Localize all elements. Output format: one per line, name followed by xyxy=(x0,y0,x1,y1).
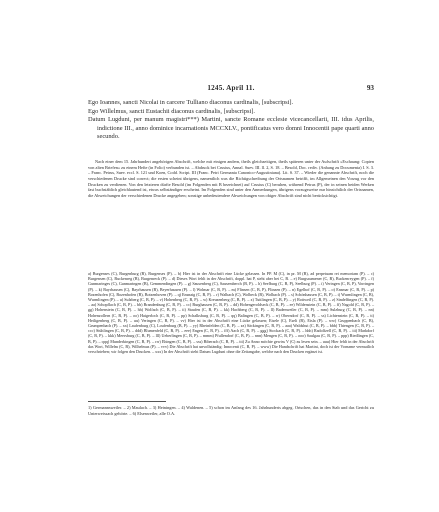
subscription-line: Ego Willelmus, sancti Eustachii diaconus cardinalis, [subscripsi]. xyxy=(88,107,255,115)
footnote-paragraph: 1) Germannsweiler. – 2) Maulach. – 3) Heiningen. – 4) Waldenen. – 5) schon im Anfang des 16. Jahrhunderts abgeg. Ortschen, das in den Stab und das Gericht zu Unterweissach gehörte. – 6) Elsenweiler, alle O.A. xyxy=(88,405,374,416)
apparatus-paragraph: a) Burgenses (C), Burgenburg (B), Burgenses (P). – b) Hier ist in der Abschrift eine Lücke gelassen. In PP. M (C), in pr. M (B), ad perpetuam rei memoriam (P). – c) Burgensen (C), Buckenreg (B), Burgenreck (P). – d) Dieses Wort fehlt in der Abschrift, doppl. hat P, steht aber bei C, B. – e) Burgsaumener (C, B), Buckenreygen (P). – f) Gunmaringes (C), Gunmaringen (B), Gemmendingen (P). – g) Sausenberg (C), Sausemberch (B, P). – h) Seelburg (C, B, P), Seelburg (P). – i) Veringen (C, B, P), Vorringen (P). – k) Bayrhausen (C), Bayrhausen (B), Beyerhausen (P). – l) Wolmar (C, B, P). – m) Flinsen (C, B, P), Flinzen (P). – n) Egelhof (C, B, P). – o) Ensmar (C, B, P). – p) Bozenhofen (C), Bozenhofen (B), Botzenhoven (P). – q) Ensnaig (C, B, P). – r) Walbach (C), Wolbeck (B), Wolbach (P). – s) Schönhausen (C, B, P). – t) Wurmlingen (C, B), Wurmlingen (P). – u) Sulzberg (C, B, P). – v) Hohenberg (C, B, P). – w) Kreuzenberg (C, B, P). – x) Tuttlingen (C, B, P). – y) Rottweil (C, B, P). – z) Sindelfingen (C, B, P). – aa) Schopflach (C, B, P). – bb) Brandenburg (C, B, P). – cc) Burghausen (C, B, P). – dd) Hohengeroldseck (C, B, P). – ee) Wildenstein (C, B, P). – ff) Nagold (C, B, P). – gg) Hohenstein (C, B, P). – hh) Wolfach (C, B, P). – ii) Staufen (C, B, P). – kk) Hachberg (C, B, P). – ll) Badenweiler (C, B, P). – mm) Sulzburg (C, B, P). – nn) Hohenzollern (C, B, P). – oo) Haigerloch (C, B, P). – pp) Schalksburg (C, B, P). – qq) Balingen (C, B, P). – rr) Oberndorf (C, B, P). – ss) Lichtenstein (C, B, P). – tt) Heiligenberg (C, B, P). – uu) Veringen (C, B, P). – vv) Hier ist in der Abschrift eine Lücke gelassen; Eisele (C), Eseli (B), Eisla (P). – ww) Gruppenbach (C, B), Grumpenbach (P). – xx) Laufenburg (C), Loufenburg (B, P). – yy) Rheinfelden (C, B, P). – zz) Säckingen (C, B, P). – aaa) Waldshut (C, B, P). – bbb) Thiengen (C, B, P). – ccc) Stühlingen (C, B, P). – ddd) Blumenfeld (C, B, P). – eee) Engen (C, B, P). – fff) Aach (C, B, P). – ggg) Stockach (C, B, P). – hhh) Radolfzell (C, B, P). – iii) Markdorf (C, B, P). – kkk) Meersburg (C, B, P). – lll) Ueberlingen (C, B, P). – mmm) Pfullendorf (C, B, P). – nnn) Mengen (C, B, P). – ooo) Saulgau (C, B, P). – ppp) Riedlingen (C, B, P). – qqq) Munderkingen (C, B, P). – rrr) Ehingen (C, B, P). – sss) Biberach (C, B, P). – ttt) Zu Anno möchte gewiss V (C) zu lesen sein. – uuu) Hier fehlt in der Abschrift das Wort, Willelm (C, B), Wilhelmus (P). – vvv) Die Abschrift hat unvollständig: Innocenti (C, B, P). – www) Die Handschrift hat Martini, doch ist der Vorname vermutlich verschrieben; wir folgen den Drucken. – xxx) In der Abschrift steht Datum Lugduni ohne die Zeitangabe, welche nach den Drucken ergänzt ist. xyxy=(88,271,374,355)
charter-text xyxy=(88,99,374,142)
editorial-note xyxy=(88,159,374,199)
footnotes xyxy=(88,405,374,416)
footnote-divider xyxy=(88,401,166,402)
critical-apparatus xyxy=(88,271,374,354)
dating-clause: Datum Lugduni, per manum magistri***) Martini, sancte Romane ecclesie vicecancellarii, III. idus Aprilis, indictione III., anno dominice incarnationis MCCXLV., pontificatus vero domni Innocentii pape quarti anno secundo. xyxy=(88,116,374,141)
header-date: 1245. April 11. xyxy=(207,84,255,92)
running-header xyxy=(88,84,374,96)
subscription-line: Ego Ioannes, sancti Nicolai in carcere Tulliano diaconus cardinalis, [subscripsi]. xyxy=(88,99,294,106)
source-note-paragraph: Nach einer dem 15. Jahrhundert angehörigen Abschrift, welche mit einigen andern, theils gleichzeitigen, theils späteren unter der Aufschrift »Eschaung: Copien von alten Briefen« zu einem Hefte (in Folio) verbunden ist. – Abdruck bei Crusius, Annal. Suev. III. ll. 2, S. 18. – Besold, Doc. rediv. (Anhang zu Documenta) I. S. 3. – Franc. Petrus, Suev. eccl. S. 121 und Koen, Codd. Script. III (Franc. Petri Germania Canonico-Augustiniana). Lit. S. 37. – Wieder die genannte Abschrift, noch die verschiedenen Drucke sind correct; die ersten scheint übrigens, namentlich was die Richtigschreibung der Ortsnamen betrifft, im Allgemeinen den Vorzug vor den Drucken zu verdienen. Von den letzteren dürfte Besold (im Folgenden mit B bezeichnet) auf Crusius (C) beruhen, während Petrus (P), der in seinen beiden Werken fast buchstäblich gleichlautend ist, etwas selbständiger erscheint. Im Folgenden sind unter den Anmerkungen, übrigens vorzugsweise nur hinsichtlich der Ortsnamen, die Abweichungen der verschiedenen Drucke angegeben; sonstige unbedeutendere Abweichungen von obiger Abschrift sind nicht berücksichtigt. xyxy=(88,159,374,198)
page-number: 93 xyxy=(366,84,374,92)
